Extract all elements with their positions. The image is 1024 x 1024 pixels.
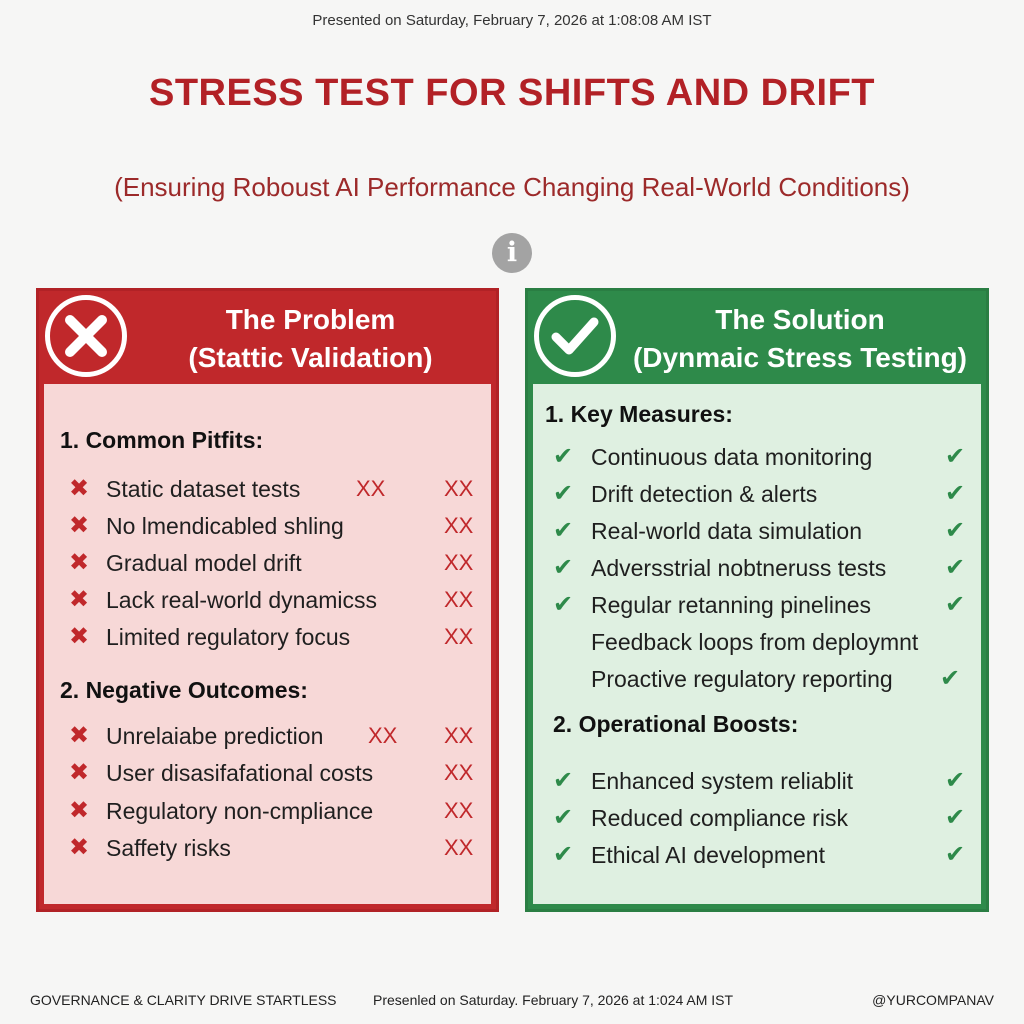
x-mark-icon: ✖ xyxy=(68,475,90,502)
list-item xyxy=(44,756,491,790)
xx-marker: XX xyxy=(444,760,474,785)
footer-timestamp: Presenled on Saturday. February 7, 2026 at 1:024 AM IST xyxy=(373,992,734,1008)
list-item xyxy=(533,625,981,659)
check-mark-icon: ✔ xyxy=(944,841,966,868)
check-mark-icon: ✔ xyxy=(552,841,574,868)
x-mark-icon: ✖ xyxy=(68,834,90,861)
check-mark-icon: ✔ xyxy=(944,554,966,581)
x-mark-icon: ✖ xyxy=(68,623,90,650)
list-item-text: Drift detection & alerts xyxy=(591,481,818,507)
x-mark-icon: ✖ xyxy=(68,549,90,576)
list-item-text: Limited regulatory focus xyxy=(106,624,351,650)
xx-marker: XX xyxy=(444,835,474,860)
list-item-text: Gradual model drift xyxy=(106,550,302,576)
list-item xyxy=(44,546,491,580)
problem-heading-line1: The Problem xyxy=(225,304,396,335)
list-item-text: Enhanced system reliablit xyxy=(591,768,854,794)
solution-section1-title: 1. Key Measures: xyxy=(545,401,733,427)
list-item xyxy=(533,477,981,511)
x-mark-icon: ✖ xyxy=(68,759,90,786)
list-item-text: Static dataset tests xyxy=(106,476,301,502)
footer-tagline: GOVERNANCE & CLARITY DRIVE STARTLESS xyxy=(30,992,337,1008)
xx-marker: XX xyxy=(444,476,474,501)
list-item xyxy=(533,662,981,696)
check-mark-icon: ✔ xyxy=(552,443,574,470)
list-item xyxy=(533,801,981,835)
check-circle-icon xyxy=(534,295,616,377)
x-mark-icon: ✖ xyxy=(68,797,90,824)
xx-marker: XX xyxy=(368,723,398,748)
x-circle-icon xyxy=(45,295,127,377)
x-mark-icon: ✖ xyxy=(68,586,90,613)
list-item-text: Reduced compliance risk xyxy=(591,805,848,831)
list-item xyxy=(44,719,491,753)
list-item xyxy=(44,620,491,654)
list-item xyxy=(533,588,981,622)
list-item-text: Real-world data simulation xyxy=(591,518,863,544)
list-item xyxy=(44,472,491,506)
check-mark-icon: ✔ xyxy=(552,804,574,831)
footer-handle: @YURCOMPANAV xyxy=(872,992,994,1008)
solution-heading-line1: The Solution xyxy=(715,304,885,335)
list-item xyxy=(533,514,981,548)
check-mark-icon: ✔ xyxy=(939,665,961,692)
solution-header xyxy=(528,291,986,383)
list-item-text: Adversstrial nobtneruss tests xyxy=(591,555,887,581)
list-item-text: Feedback loops from deploymnt xyxy=(591,629,919,655)
list-item xyxy=(44,831,491,865)
problem-heading-line2: (Stattic Validation) xyxy=(188,342,433,373)
check-mark-icon: ✔ xyxy=(944,517,966,544)
xx-marker: XX xyxy=(444,723,474,748)
list-item xyxy=(44,583,491,617)
list-item-text: Regular retanning pinelines xyxy=(591,592,872,618)
list-item-text: User disasifafational costs xyxy=(106,760,374,786)
check-mark-icon: ✔ xyxy=(552,517,574,544)
problem-section1-title: 1. Common Pitfits: xyxy=(60,427,264,453)
solution-body xyxy=(533,384,981,904)
list-item xyxy=(533,551,981,585)
presentation-timestamp: Presented on Saturday, February 7, 2026 at 1:08:08 AM IST xyxy=(312,12,712,29)
list-item xyxy=(44,794,491,828)
check-mark-icon: ✔ xyxy=(944,480,966,507)
problem-heading xyxy=(135,301,486,377)
problem-panel xyxy=(36,288,499,912)
xx-marker: XX xyxy=(444,624,474,649)
xx-marker: XX xyxy=(356,476,386,501)
page-subtitle: (Ensuring Roboust AI Performance Changing Real-World Conditions) xyxy=(114,172,910,202)
problem-body xyxy=(44,384,491,904)
list-item-text: Regulatory non-cmpliance xyxy=(106,798,374,824)
info-icon[interactable]: i xyxy=(492,233,532,273)
solution-section2-title: 2. Operational Boosts: xyxy=(553,711,799,737)
problem-section2-title: 2. Negative Outcomes: xyxy=(60,677,308,703)
list-item xyxy=(44,509,491,543)
xx-marker: XX xyxy=(444,550,474,575)
list-item-text: Proactive regulatory reporting xyxy=(591,666,893,692)
list-item-text: Saffety risks xyxy=(106,835,231,861)
solution-heading-line2: (Dynmaic Stress Testing) xyxy=(632,342,968,373)
page-title: STRESS TEST FOR SHIFTS AND DRIFT xyxy=(148,72,876,114)
check-mark-icon: ✔ xyxy=(552,767,574,794)
list-item xyxy=(533,764,981,798)
list-item-text: Unrelaiabe prediction xyxy=(106,723,324,749)
list-item xyxy=(533,838,981,872)
xx-marker: XX xyxy=(444,587,474,612)
solution-panel xyxy=(525,288,989,912)
xx-marker: XX xyxy=(444,513,474,538)
check-mark-icon: ✔ xyxy=(552,480,574,507)
list-item-text: Lack real-world dynamicss xyxy=(106,587,377,613)
xx-marker: XX xyxy=(444,798,474,823)
x-mark-icon: ✖ xyxy=(68,722,90,749)
check-mark-icon: ✔ xyxy=(944,591,966,618)
problem-header xyxy=(39,291,496,383)
check-mark-icon: ✔ xyxy=(552,554,574,581)
list-item-text: Continuous data monitoring xyxy=(591,444,873,470)
solution-heading xyxy=(624,301,976,377)
check-mark-icon: ✔ xyxy=(552,591,574,618)
check-mark-icon: ✔ xyxy=(944,804,966,831)
check-mark-icon: ✔ xyxy=(944,443,966,470)
list-item-text: No lmendicabled shling xyxy=(106,513,344,539)
check-mark-icon: ✔ xyxy=(944,767,966,794)
list-item xyxy=(533,440,981,474)
list-item-text: Ethical AI development xyxy=(591,842,825,868)
x-mark-icon: ✖ xyxy=(68,512,90,539)
